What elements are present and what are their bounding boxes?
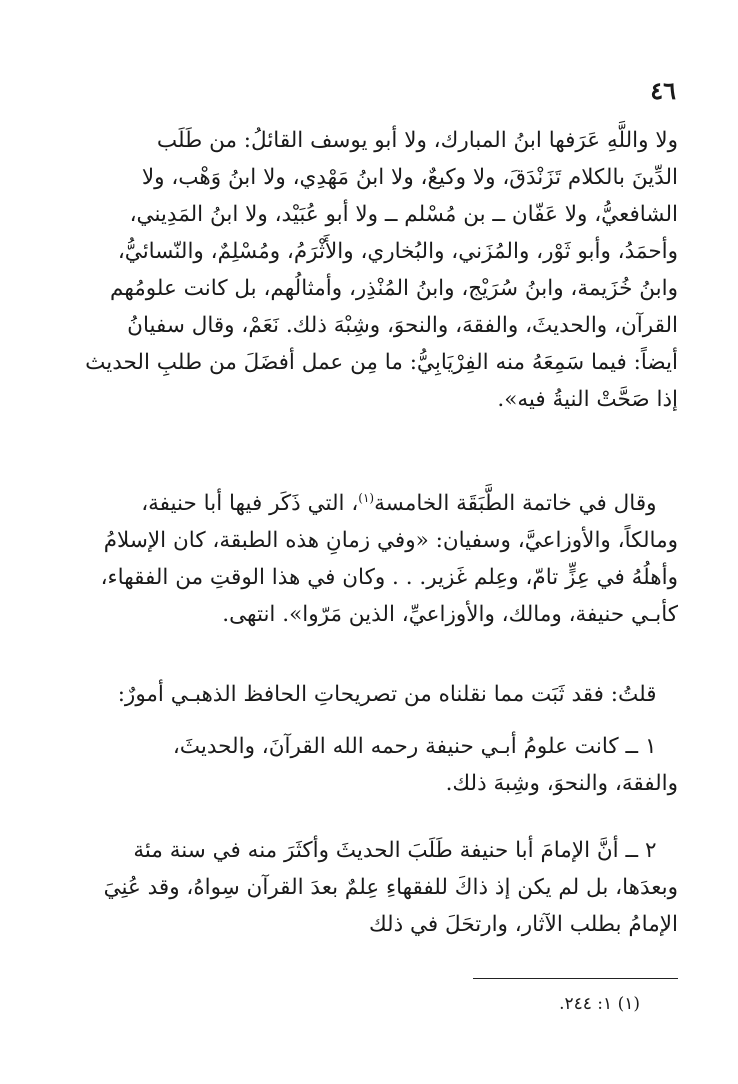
paragraph-4 [78, 728, 678, 802]
text-line: إذا صَحَّتْ النيةُ فيه». [497, 387, 678, 412]
text-line [78, 676, 678, 713]
text-line: كأبـي حنيفة، ومالك، والأوزاعيِّ، الذين مَرّوا». انتهى. [222, 602, 678, 627]
text-line: القرآن، والحديثَ، والفقهَ، والنحوَ، وشِبْهَ ذلك. نَعَمْ، وقال سفيانُ [127, 313, 678, 338]
text-line [78, 728, 678, 765]
text-line [78, 832, 678, 869]
text-segment: ، التي ذَكَر فيها أبا حنيفة، [141, 491, 359, 516]
page-number: ٤٦ [650, 76, 676, 105]
text-line: الدِّينَ بالكلام تَزَنْدَقَ، ولا وكيعٌ، ولا ابنُ مَهْدِي، ولا ابنُ وَهْب، ولا [141, 165, 678, 190]
paragraph-2 [78, 485, 678, 633]
text-line: أيضاً: فيما سَمِعَهُ منه الفِرْيَابِيُّ: ما مِن عمل أفضَلَ من طلبِ الحديث [85, 350, 678, 375]
text-segment: ١ ــ كانت علومُ أبـي حنيفة رحمه الله القرآنَ، والحديثَ، [172, 734, 657, 759]
text-line: وبعدَها، بل لم يكن إذ ذاكَ للفقهاءِ عِلمٌ بعدَ القرآن سِواهُ، وقد عُنِيَ [103, 875, 678, 900]
text-line: وابنُ خُزَيمة، وابنُ سُرَيْج، وابنُ المُنْذِر، وأمثالُهم، بل كانت علومُهم [110, 276, 678, 301]
footnote-divider [473, 978, 678, 979]
paragraph-3 [78, 676, 678, 713]
paragraph-1 [78, 122, 678, 418]
footnote-reference[interactable]: (١) [358, 490, 375, 505]
text-line: وأهلُهُ في عِزٍّ تامّ، وعِلم غَزير. . . وكان في هذا الوقتِ من الفقهاء، [100, 565, 678, 590]
paragraph-5 [78, 832, 678, 943]
text-line: والفقهَ، والنحوَ، وشِبهَ ذلك. [445, 771, 678, 796]
text-line: ولا واللَّهِ عَرَفها ابنُ المبارك، ولا أبو يوسف القائلُ: من طَلَب [156, 128, 678, 153]
text-segment: ٢ ــ أنَّ الإمامَ أبا حنيفة طَلَبَ الحديثَ وأكثَرَ منه في سنة مئة [133, 838, 657, 863]
text-line: وأحمَدُ، وأبو ثَوْر، والمُزَني، والبُخاري، والأَثْرَمُ، ومُسْلِمٌ، والنّسائيُّ، [117, 239, 678, 264]
text-line: الشافعيُّ، ولا عَفّان ــ بن مُسْلم ــ ولا أبو عُبَيْد، ولا ابنُ المَدِيني، [129, 202, 678, 227]
text-segment: قلتُ: فقد ثَبَت مما نقلناه من تصريحاتِ الحافظ الذهبـي أمورٌ: [117, 682, 657, 707]
text-line: ومالكاً، والأوزاعيَّ، وسفيان: «وفي زمانِ هذه الطبقة، كان الإسلامُ [103, 528, 678, 553]
text-line: الإمامُ بطلب الآثار، وارتحَلَ في ذلك [368, 912, 678, 937]
footnote: (١) ١: ٢٤٤. [559, 994, 640, 1014]
text-segment: وقال في خاتمة الطَّبَقَة الخامسة [374, 491, 657, 516]
text-line [78, 485, 678, 522]
